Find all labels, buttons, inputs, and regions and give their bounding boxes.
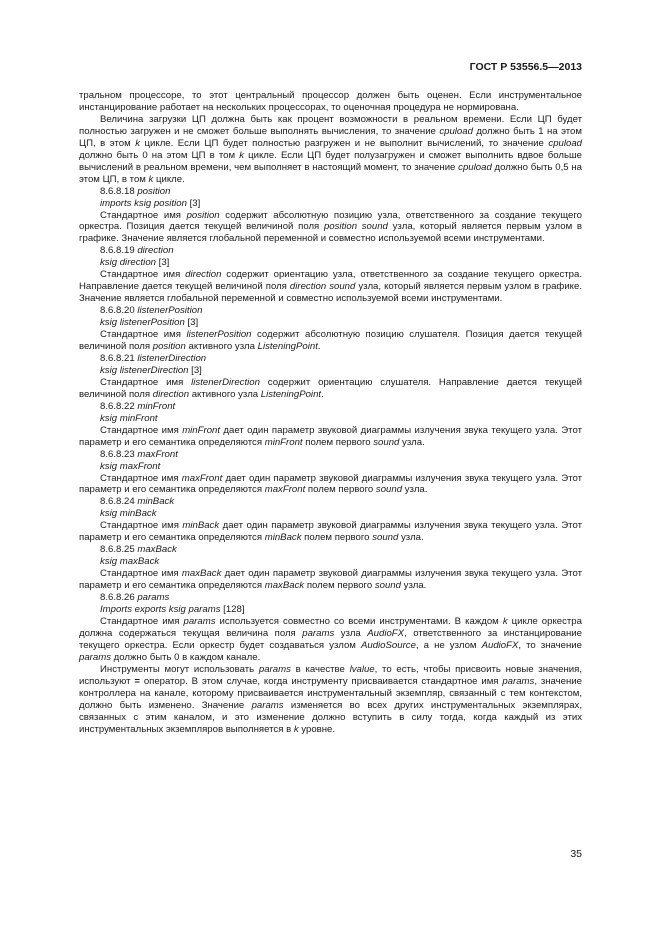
paragraph [79,664,582,736]
italic-term: k [239,149,244,161]
text-run: [3] [186,197,201,209]
italic-term: params [137,592,170,604]
paragraph [79,449,582,461]
bold-operator: = [134,675,140,687]
text-run: должно быть 1 на этом ЦП, в этом [79,125,582,149]
italic-term: sound [373,436,400,448]
text-run: полем первого [302,436,374,448]
italic-term: params [79,651,111,663]
text-run: цикле. Если ЦП будет полузагружен и сможет выполнить вдвое больше вычислений в реальном времени, чем выполняет в настоящий момент, то значение [79,149,582,173]
text-run: 8.6.8.22 [100,400,138,412]
page-number: 35 [570,848,582,860]
paragraph [79,186,582,198]
italic-term: ksig listenerPosition [100,317,185,329]
italic-term: params [302,627,335,639]
paragraph [79,520,582,544]
paragraph [79,114,582,186]
text-run: дает один параметр звуковой диаграммы излучения звука текущего узла. Этот параметр и его семантика определяются [79,520,582,544]
italic-term: params [183,615,216,627]
italic-term: ksig maxFront [100,460,161,472]
italic-term: minFront [137,400,176,412]
text-run: дает один параметр звуковой диаграммы излучения звука текущего узла. Этот параметр и его семантика определяются [79,568,582,592]
paragraph [79,377,582,401]
italic-term: cpuload [458,161,492,173]
text-run: цикле оркестра должна содержаться текущая величина поля [79,615,582,639]
text-run: Стандартное имя [100,615,184,627]
text-run: , то есть, чтобы присвоить новые значения, используют [79,663,582,687]
text-run: Стандартное имя [100,376,192,388]
paragraph [79,556,582,568]
text-run: узла [334,627,368,639]
italic-term: k [135,137,141,149]
italic-term: listenerDirection [191,376,260,388]
text-run: 8.6.8.20 [100,305,138,317]
text-run: полем первого [305,484,376,496]
paragraph [79,473,582,497]
paragraph [79,210,582,246]
text-run: узла, который является первым узлом в графике. Значение является глобальной переменной и совместно используемой всеми инструментами. [79,281,582,305]
text-run: Стандартное имя [100,329,187,341]
text-run: 8.6.8.21 [100,352,138,364]
italic-term: cpuload [548,137,582,149]
italic-term: ksig minBack [100,508,157,520]
italic-term: listenerDirection [137,352,207,364]
paragraph [79,461,582,473]
italic-term: position [186,209,220,221]
italic-term: position [152,341,186,353]
italic-term: maxBack [181,568,222,580]
text-run: активного узла [185,341,258,353]
italic-term: minBack [182,520,220,532]
text-run: используется совместно со всеми инструментами. В каждом [215,615,503,627]
text-run: узла. [402,484,428,496]
italic-term: k [502,615,508,627]
standard-header: ГОСТ Р 53556.5—2013 [469,61,582,73]
italic-term: maxFront [137,448,178,460]
italic-term: maxBack [264,580,305,592]
paragraph [79,413,582,425]
text-run: полем первого [301,532,373,544]
text-run: цикле. [153,173,185,185]
italic-term: AudioFX [367,627,405,639]
text-run: уровне. [298,723,336,735]
italic-term: imports ksig position [100,197,187,209]
paragraph [79,245,582,257]
text-run: узла. [399,436,425,448]
italic-term: AudioSource [360,639,416,651]
paragraph [79,365,582,377]
italic-term: sound [375,484,403,496]
text-run: изменяется во всех других инструментальных экземплярах, связанных с этим каналом, и это изменение должно вступить в силу тогда, когда каждый из этих инструментальных экземпляров выполняется в [79,699,582,735]
paragraph [79,317,582,329]
text-run: дает один параметр звуковой диаграммы излучения звука текущего узла. Этот параметр и его семантика определяются [79,424,582,448]
paragraph [79,544,582,556]
text-run: Стандартное имя [100,472,182,484]
text-run: в качестве [290,663,350,675]
text-run: [3] [156,257,170,269]
italic-term: sound [372,532,399,544]
paragraph [79,257,582,269]
paragraph [79,508,582,520]
text-run: . [321,388,324,400]
italic-term: params [258,663,291,675]
italic-term: k [293,723,299,735]
italic-term: ksig maxBack [100,556,160,568]
text-run: узла. [398,532,424,544]
text-run: узла, который является первым узлом в графике. Значение является глобальной переменной и совместно используемой всеми инструментами. [79,221,583,245]
paragraph [79,568,582,592]
text-run: [3] [188,364,202,376]
text-run: Стандартное имя [100,269,186,281]
text-run: должно быть 0 в каждом канале. [111,651,261,663]
italic-term: Imports exports ksig params [100,603,221,615]
italic-term: params [502,675,535,687]
text-run: 8.6.8.25 [100,544,138,556]
text-run: активного узла [189,388,261,400]
text-run: , а не узлом [415,639,482,651]
paragraph [79,592,582,604]
text-run: Стандартное имя [100,209,187,221]
italic-term: ListeningPoint [257,341,318,353]
paragraph [79,604,582,616]
italic-term: params [251,699,284,711]
text-run: полем первого [304,580,375,592]
italic-term: maxBack [137,544,177,556]
paragraph [79,90,582,114]
text-run: узла. [400,580,427,592]
text-run: Стандартное имя [100,424,183,436]
paragraph [79,353,582,365]
italic-term: AudioFX [481,639,519,651]
text-run: . [317,341,321,353]
text-run: содержит абсолютную позицию слушателя. Позиция дается текущей величиной поля [79,329,582,353]
text-run: тральном процессоре, то этот центральный процессор должен быть оценен. Если инструментальное инстанцирование работает на нескольких процессорах, то оценочная процедура не нормирована. [79,90,582,113]
text-run: содержит абсолютную позицию узла, ответственного за создание текущего оркестра. Позиция дается текущей величиной поля [79,209,582,233]
text-run: должно быть 0,5 на этом ЦП, в том [79,161,582,185]
text-run: оператор. В этом случае, когда инструменту присваивается стандартное имя [139,675,503,687]
text-run: содержит ориентацию слушателя. Направление дается текущей величиной поля [79,376,582,400]
paragraph [79,401,582,413]
italic-term: ksig direction [100,257,156,269]
italic-term: maxFront [181,472,223,484]
text-run: цикле. Если ЦП будет полностью разгружен и не выполнит вычислений, то значение [140,137,549,149]
text-run: [128] [220,603,245,615]
text-run: [3] [184,317,199,329]
italic-term: listenerPosition [137,305,203,317]
italic-term: cpuload [439,125,473,137]
text-run: 8.6.8.26 [100,592,138,604]
text-run: 8.6.8.24 [100,496,138,508]
text-run: , ответственного за инстанцирование текущего оркестра. Если оркестр будет создаваться узлом [79,627,583,651]
italic-term: minBack [264,532,302,544]
italic-term: position [137,185,171,197]
paragraph [79,269,582,305]
italic-term: minBack [137,496,175,508]
italic-term: ksig listenerDirection [100,364,189,376]
paragraph [79,425,582,449]
text-run: должно быть 0 на этом ЦП в том [79,149,240,161]
italic-term: direction sound [289,281,356,293]
text-run: 8.6.8.18 [100,185,138,197]
paragraph [79,198,582,210]
text-run: 8.6.8.23 [100,448,138,460]
text-run: содержит ориентацию узла, ответственного за создание текущего оркестра. Направление дается текущей величиной поля [79,269,582,293]
text-run: Величина загрузки ЦП должна быть как процент возможности в реальном времени. Если ЦП будет полностью загружен и не сможет больше выполнять вычисления, то значение [79,113,582,137]
italic-term: listenerPosition [186,329,252,341]
italic-term: direction [152,388,190,400]
paragraph [79,496,582,508]
italic-term: lvalue [349,663,375,675]
paragraph [79,305,582,317]
text-run: дает один параметр звуковой диаграммы излучения звука текущего узла. Этот параметр и его семантика определяются [79,472,582,496]
italic-term: minFront [264,436,303,448]
text-run: Стандартное имя [100,568,182,580]
italic-term: direction [137,245,174,257]
italic-term: k [148,173,154,185]
italic-term: ksig minFront [100,412,158,424]
document-body [79,90,582,735]
text-run: , то значение [518,639,582,651]
text-run: , значение контроллера на канале, которому присваивается инструментальный экземпляр, связанный с тем контекстом, должно быть изменено. Значение [79,675,582,711]
italic-term: sound [374,580,401,592]
italic-term: direction [185,269,222,281]
italic-term: maxFront [264,484,306,496]
italic-term: position sound [323,221,388,233]
text-run: 8.6.8.19 [100,245,138,257]
paragraph [79,616,582,664]
italic-term: ListeningPoint [260,388,322,400]
paragraph [79,329,582,353]
text-run: Инструменты могут использовать [100,663,259,675]
italic-term: minFront [182,424,221,436]
text-run: Стандартное имя [100,520,183,532]
